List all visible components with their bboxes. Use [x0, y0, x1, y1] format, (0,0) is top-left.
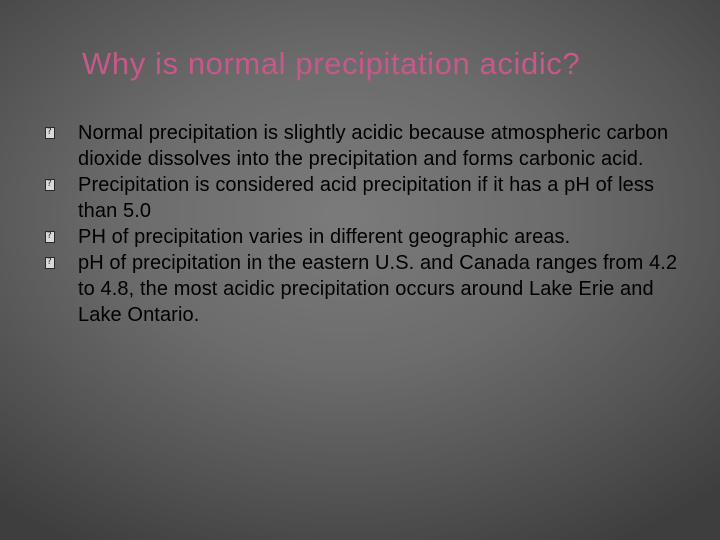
bullet-item — [38, 250, 678, 328]
unknown-glyph-box-icon — [45, 179, 55, 191]
bullet-text: Normal precipitation is slightly acidic because atmospheric carbon dioxide dissolves into the precipitation and forms carbonic acid. — [78, 122, 669, 170]
unknown-glyph-box-icon — [45, 257, 55, 269]
bullet-text: PH of precipitation varies in different geographic areas. — [78, 226, 571, 248]
bullet-text: pH of precipitation in the eastern U.S. and Canada ranges from 4.2 to 4.8, the most acidic precipitation occurs around Lake Erie and Lake Ontario. — [78, 252, 678, 326]
bullet-text: Precipitation is considered acid precipitation if it has a pH of less than 5.0 — [78, 174, 655, 222]
unknown-glyph-box-icon — [45, 127, 55, 139]
unknown-glyph-box-icon — [45, 231, 55, 243]
bullet-item — [38, 224, 678, 250]
bullet-list — [38, 120, 678, 328]
bullet-item — [38, 172, 678, 224]
slide-title: Why is normal precipitation acidic? — [82, 46, 581, 81]
bullet-item — [38, 120, 678, 172]
